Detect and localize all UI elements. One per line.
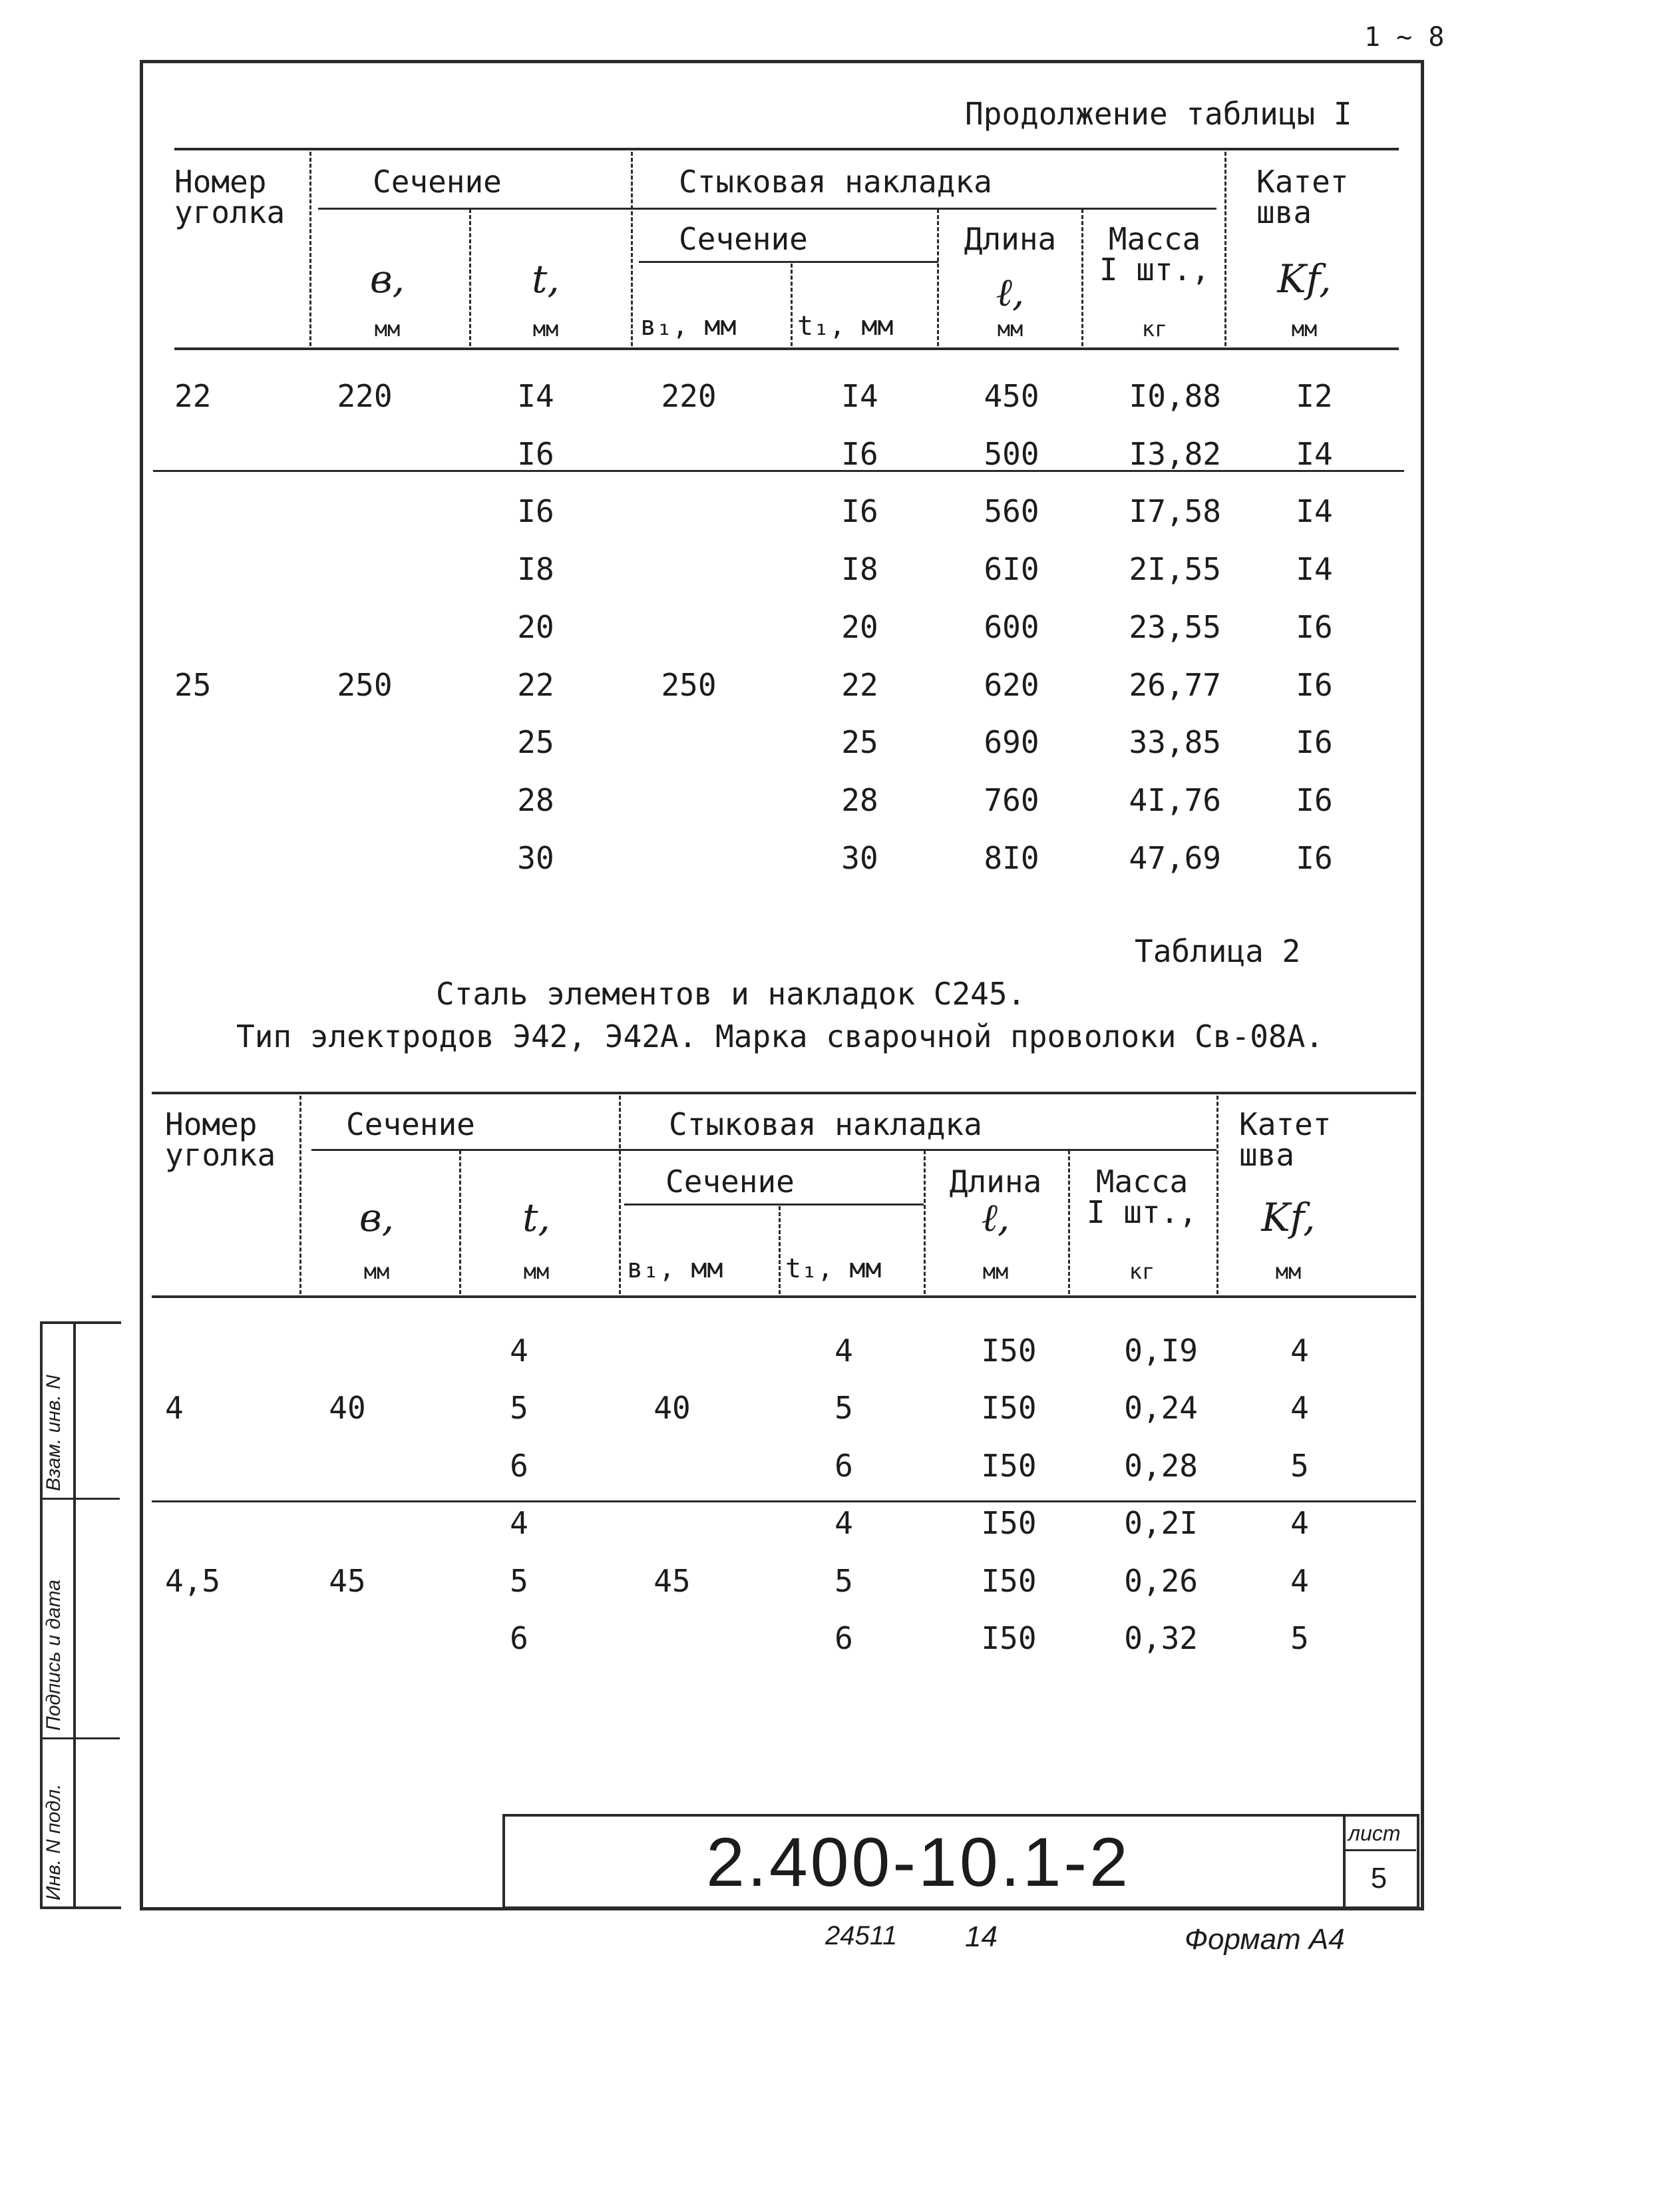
table1-header-bottom [174,347,1399,350]
header-angle-no-2: уголка [165,1137,276,1173]
header-kf-symbol: Kf, [1277,256,1332,302]
header-b-symbol: в, [359,1195,395,1240]
cell-b: 40 [329,1390,366,1427]
cell-t1: I4 [841,378,878,414]
header-mass-2: I шт., [1086,1194,1198,1230]
cell-t: I4 [517,378,554,414]
header-t-unit: мм [523,1259,550,1284]
cell-t: 30 [517,839,554,876]
cell-b1: 220 [661,378,717,414]
col-divider [459,1150,461,1294]
cell-t1: 5 [834,1390,853,1427]
header-sub-rule [311,1149,1216,1151]
cell-m: 26,77 [1129,666,1221,703]
col-divider [779,1206,781,1294]
cell-l: I50 [981,1562,1037,1599]
cell-t: 6 [510,1447,528,1484]
cell-m: 4I,76 [1129,781,1221,818]
table2-label: Таблица 2 [1135,933,1301,969]
cell-l: 620 [984,666,1039,703]
cell-kf: I2 [1296,378,1333,414]
col-divider [631,152,633,346]
header-mass-1: Масса [1108,221,1201,257]
cell-l: 600 [984,608,1039,645]
cell-t1: 28 [841,781,878,818]
cell-no: 25 [174,666,212,703]
header-kf-unit: мм [1291,316,1318,341]
col-divider [1068,1150,1070,1294]
header-weld-leg-2: шва [1256,194,1312,230]
cell-l: I50 [981,1620,1037,1656]
header-weld-leg-2: шва [1239,1137,1295,1173]
cell-m: 0,26 [1124,1562,1198,1599]
footer-number: 24511 [825,1921,898,1950]
cell-kf: I6 [1296,839,1333,876]
cell-t1: 6 [834,1447,853,1484]
cell-no: 4 [165,1390,184,1427]
header-t1: t₁, мм [797,311,894,341]
cell-t: 25 [517,724,554,761]
cell-no: 4,5 [165,1562,221,1599]
cell-m: 0,28 [1124,1447,1198,1484]
side-label-signature: Подпись и дата [43,1580,65,1731]
header-weld-leg-1: Катет [1239,1106,1332,1142]
header-angle-no-1: Номер [165,1106,258,1142]
header-length: Длина [964,221,1057,257]
table2-top-border [152,1092,1416,1094]
cell-m: 33,85 [1129,724,1221,761]
header-weld-leg-1: Катет [1256,164,1349,200]
sheet-number: 5 [1370,1862,1388,1894]
header-l-symbol: ℓ, [996,270,1025,315]
cell-l: I50 [981,1447,1037,1484]
col-divider [937,209,939,346]
header-mass-1: Масса [1095,1164,1189,1200]
header-t-unit: мм [532,316,559,341]
cell-l: 560 [984,493,1039,530]
header-b-unit: мм [374,316,401,341]
cell-l: I50 [981,1390,1037,1427]
cell-m: 2I,55 [1129,551,1221,588]
footer-copy: 14 [965,1920,998,1953]
header-l-symbol: ℓ, [981,1195,1010,1240]
cell-kf: 4 [1290,1333,1309,1369]
cell-kf: 5 [1290,1447,1309,1484]
cell-kf: I6 [1296,724,1333,761]
cell-m: 0,24 [1124,1390,1198,1427]
cell-t: 20 [517,608,554,645]
cell-t1: 30 [841,839,878,876]
sheet-label: лист [1348,1821,1401,1845]
cell-l: 690 [984,724,1039,761]
header-plate-section: Сечение [679,221,808,257]
header-plate-section: Сечение [665,1164,795,1200]
header-sub-rule-section [624,1204,924,1206]
header-kf-symbol: Kf, [1261,1195,1316,1240]
cell-t: 4 [510,1333,528,1369]
cell-t1: 4 [834,1505,853,1542]
cell-t: I6 [517,493,554,530]
col-divider [791,264,793,346]
header-section: Сечение [373,164,502,200]
header-t-symbol: t, [522,1195,550,1240]
document-code: 2.400-10.1-2 [706,1824,1131,1901]
cell-m: 47,69 [1129,839,1221,876]
header-mass-2: I шт., [1099,252,1210,288]
cell-kf: I4 [1296,435,1333,472]
col-divider [469,209,471,346]
cell-t1: 5 [834,1562,853,1599]
cell-t: I8 [517,551,554,588]
cell-kf: I6 [1296,781,1333,818]
header-b1: в₁, мм [627,1253,723,1284]
cell-kf: 4 [1290,1562,1309,1599]
table1-top-border [174,148,1399,150]
header-length: Длина [949,1164,1042,1200]
header-sub-rule-section [639,261,938,263]
col-divider [1216,1096,1218,1294]
cell-t1: 6 [834,1620,853,1656]
cell-l: I50 [981,1333,1037,1369]
cell-m: I7,58 [1129,493,1221,530]
header-b-symbol: в, [369,256,405,302]
col-divider [1224,152,1226,346]
cell-kf: I4 [1296,493,1333,530]
header-t1: t₁, мм [785,1253,882,1284]
cell-b1: 45 [653,1562,691,1599]
cell-t1: I6 [841,493,878,530]
cell-l: 500 [984,435,1039,472]
cell-b1: 40 [653,1390,691,1427]
col-divider [619,1096,621,1294]
header-b-unit: мм [363,1259,390,1284]
cell-m: I3,82 [1129,435,1221,472]
cell-t: 5 [510,1390,528,1427]
cell-t: 22 [517,666,554,703]
cell-l: 6I0 [984,551,1039,588]
header-mass-unit: кг [1129,1259,1155,1284]
header-kf-unit: мм [1275,1259,1302,1284]
side-label-inventory: Инв. N подл. [43,1783,65,1900]
cell-t: 5 [510,1562,528,1599]
table2-electrode-line: Тип электродов Э42, Э42А. Марка сварочной проволоки Св-08А. [236,1018,1324,1054]
side-strip-sep [40,1498,120,1500]
header-angle-no-1: Номер [174,164,267,200]
cell-b: 220 [337,378,393,414]
side-strip-divider [73,1321,76,1906]
cell-m: 23,55 [1129,608,1221,645]
cell-t: 28 [517,781,554,818]
title-block-sheet-rule [1343,1849,1416,1851]
cell-t1: 20 [841,608,878,645]
cell-kf: 5 [1290,1620,1309,1656]
cell-t1: I6 [841,435,878,472]
cell-b: 250 [337,666,393,703]
cell-m: 0,I9 [1124,1333,1198,1369]
table2-steel-line: Сталь элементов и накладок С245. [436,976,1026,1012]
table1-caption: Продолжение таблицы I [965,96,1352,132]
cell-m: I0,88 [1129,378,1221,414]
cell-t: 6 [510,1620,528,1656]
col-divider [924,1150,926,1294]
cell-t: I6 [517,435,554,472]
col-divider [1081,209,1083,346]
cell-b: 45 [329,1562,366,1599]
header-t-symbol: t, [532,256,560,302]
cell-m: 0,2I [1124,1505,1198,1542]
group-separator [152,1500,1416,1502]
cell-m: 0,32 [1124,1620,1198,1656]
header-butt-plate: Стыковая накладка [669,1106,982,1142]
page-corner-mark: 1 ~ 8 [1364,22,1445,53]
cell-t1: 22 [841,666,878,703]
cell-kf: I6 [1296,608,1333,645]
footer-format: Формат А4 [1185,1923,1345,1956]
cell-l: 450 [984,378,1039,414]
header-butt-plate: Стыковая накладка [679,164,992,200]
cell-t1: 25 [841,724,878,761]
cell-t1: 4 [834,1333,853,1369]
header-section: Сечение [346,1106,475,1142]
cell-l: 760 [984,781,1039,818]
table2-header-bottom [152,1295,1416,1298]
title-block-divider [1343,1814,1346,1906]
side-strip-sep [40,1737,120,1739]
header-b1: в₁, мм [640,311,737,341]
header-mass-unit: кг [1141,316,1168,341]
col-divider [299,1096,301,1294]
cell-kf: 4 [1290,1390,1309,1427]
cell-kf: I4 [1296,551,1333,588]
cell-t1: I8 [841,551,878,588]
header-l-unit: мм [982,1259,1009,1284]
header-angle-no-2: уголка [174,194,285,230]
side-label-replaced: Взам. инв. N [43,1375,65,1491]
col-divider [309,152,311,346]
cell-t: 4 [510,1505,528,1542]
cell-no: 22 [174,378,212,414]
cell-kf: I6 [1296,666,1333,703]
cell-l: I50 [981,1505,1037,1542]
cell-kf: 4 [1290,1505,1309,1542]
header-l-unit: мм [997,316,1023,341]
cell-b1: 250 [661,666,717,703]
cell-l: 8I0 [984,839,1039,876]
